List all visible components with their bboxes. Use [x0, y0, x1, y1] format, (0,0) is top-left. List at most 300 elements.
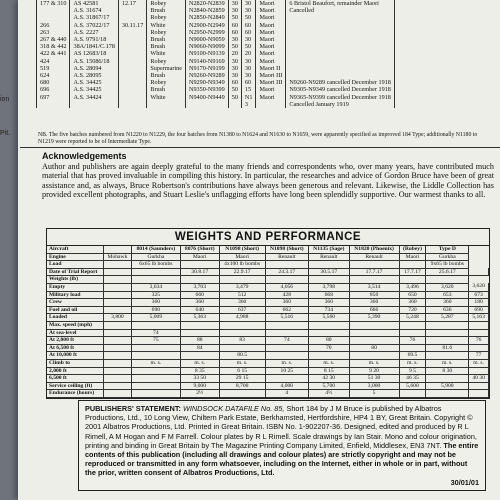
- table-cell: 30.8.17: [180, 268, 219, 276]
- table-cell: 673: [469, 291, 489, 299]
- table-row: [37, 65, 395, 72]
- table-row: [47, 253, 489, 261]
- table-cell: [265, 375, 308, 383]
- table-cell: [118, 50, 146, 57]
- table-cell: 4: [265, 390, 308, 398]
- table-cell: [118, 36, 146, 43]
- acknowledgements-heading: Acknowledgements: [42, 151, 127, 161]
- table-cell: At 2,000 ft: [47, 337, 104, 345]
- table-cell: A.S. 34425: [70, 86, 118, 93]
- table-cell: 325: [131, 291, 180, 299]
- table-cell: 4,988: [219, 314, 265, 322]
- table-cell: Cancelled: [286, 7, 395, 14]
- table-cell: 3,703: [180, 283, 219, 291]
- table-cell: [147, 101, 186, 108]
- table-cell: [469, 329, 489, 337]
- table-cell: [265, 276, 308, 284]
- table-cell: m. s.: [180, 359, 219, 367]
- table-cell: 80: [309, 337, 350, 345]
- table-cell: 637: [219, 306, 265, 314]
- table-cell: [104, 291, 132, 299]
- table-cell: 22.9.17: [219, 268, 265, 276]
- table-cell: 3,798: [309, 283, 350, 291]
- table-cell: Maori: [256, 50, 286, 57]
- table-cell: 80: [349, 344, 399, 352]
- table-cell: [265, 329, 308, 337]
- table-cell: Maori: [219, 253, 265, 261]
- table-cell: [118, 14, 146, 21]
- table-cell: N9400-N9449: [185, 94, 228, 101]
- table-cell: Maori: [256, 94, 286, 101]
- table-cell: [118, 58, 146, 65]
- table-cell: [349, 261, 399, 269]
- table-cell: White: [147, 22, 186, 29]
- table-cell: Brush: [147, 7, 186, 14]
- table-cell: [426, 375, 469, 383]
- table-cell: [104, 352, 132, 360]
- table-cell: Brush: [147, 86, 186, 93]
- table-cell: [131, 321, 180, 329]
- table-cell: [286, 65, 395, 72]
- table-cell: m. s.: [349, 359, 399, 367]
- table-row: [37, 58, 395, 65]
- table-cell: 6,500 ft: [47, 375, 104, 383]
- table-cell: 653: [426, 291, 469, 299]
- table-cell: 30: [241, 58, 256, 65]
- table-row: [47, 314, 489, 322]
- table-cell: White: [147, 94, 186, 101]
- table-cell: Maori: [256, 36, 286, 43]
- table-cell: [104, 306, 132, 314]
- table-cell: Maori: [256, 7, 286, 14]
- table-cell: 50: [228, 43, 241, 50]
- table-cell: N1820 (Phoenix): [349, 246, 399, 253]
- table-cell: [180, 261, 219, 269]
- table-cell: 29 15: [219, 375, 265, 383]
- table-cell: 30.11.17: [118, 22, 146, 29]
- table-cell: [265, 344, 308, 352]
- table-cell: [399, 390, 426, 398]
- table-cell: [469, 390, 489, 398]
- table-cell: 180: [469, 299, 489, 307]
- table-cell: Brush: [147, 36, 186, 43]
- table-cell: [104, 367, 132, 375]
- table-cell: 850: [349, 291, 399, 299]
- table-cell: 422 & 441: [37, 50, 70, 57]
- copyright-notice: The entire contents of this publication (including all drawings and colour plates) are strictly copyright and may not be reproduced or transmitted in any form whatsoever, including on the Internet, either in whole or in part, without the prior, written consent of Albatros Productions, Ltd.: [85, 440, 479, 478]
- table-row: [47, 382, 489, 390]
- table-cell: 50: [228, 14, 241, 21]
- table-cell: Empty: [47, 283, 104, 291]
- table-cell: 74: [265, 337, 308, 345]
- table-cell: Maori II: [256, 65, 286, 72]
- table-cell: 6x65 lb bombs: [131, 261, 180, 269]
- table-cell: 30: [241, 0, 256, 7]
- table-cell: A.S. 28094: [70, 65, 118, 72]
- table-cell: [131, 367, 180, 375]
- table-cell: 512: [219, 291, 265, 299]
- table-cell: 8076 (Short): [180, 246, 219, 253]
- table-cell: (Robey): [399, 246, 426, 253]
- table-cell: [286, 58, 395, 65]
- left-page-edge: [0, 0, 18, 500]
- table-cell: [426, 321, 469, 329]
- table-cell: m. s.: [309, 359, 350, 367]
- table-cell: 12.17: [118, 0, 146, 7]
- table-cell: [131, 352, 180, 360]
- table-cell: 636: [426, 306, 469, 314]
- table-cell: 60: [228, 22, 241, 29]
- table-cell: 9 5: [399, 367, 426, 375]
- table-cell: 81.6: [426, 344, 469, 352]
- table-cell: Maori: [180, 253, 219, 261]
- table-cell: [118, 43, 146, 50]
- table-cell: 60: [241, 22, 256, 29]
- table-cell: 519: [37, 65, 70, 72]
- table-row: [47, 261, 489, 269]
- table-cell: At 6,500 ft: [47, 344, 104, 352]
- table-cell: [185, 101, 228, 108]
- table-cell: [309, 352, 350, 360]
- table-cell: m. s.: [469, 359, 489, 367]
- table-cell: 3,496: [399, 283, 426, 291]
- table-cell: A.S. 31867/17: [70, 14, 118, 21]
- table-cell: 30: [241, 65, 256, 72]
- table-cell: 360: [426, 299, 469, 307]
- table-cell: [104, 375, 132, 383]
- table-cell: 50: [228, 86, 241, 93]
- table-cell: [104, 268, 132, 276]
- table-cell: 30.5.17: [309, 268, 350, 276]
- table-cell: [469, 268, 489, 276]
- table-cell: [131, 390, 180, 398]
- weights-performance-title: WEIGHTS AND PERFORMANCE: [47, 229, 489, 246]
- table-cell: N9170-N9199: [185, 65, 228, 72]
- table-cell: 690: [469, 306, 489, 314]
- table-cell: [219, 344, 265, 352]
- table-cell: [469, 382, 489, 390]
- table-cell: 8,700: [219, 382, 265, 390]
- table-cell: [104, 246, 132, 253]
- table-row: [37, 22, 395, 29]
- table-cell: 3,000: [349, 382, 399, 390]
- table-cell: 15: [241, 86, 256, 93]
- table-cell: 5,600: [399, 382, 426, 390]
- table-cell: Max. speed (mph): [47, 321, 104, 329]
- table-cell: 668: [309, 291, 350, 299]
- edge-text-fragment: ion: [0, 96, 10, 103]
- table-cell: [104, 299, 132, 307]
- table-cell: [286, 72, 395, 79]
- table-cell: 6 15: [219, 367, 265, 375]
- document-page: [18, 0, 500, 500]
- table-cell: [286, 43, 395, 50]
- table-row: [47, 344, 489, 352]
- table-cell: Gurkha: [426, 253, 469, 261]
- table-cell: 5,363: [180, 314, 219, 322]
- table-cell: [219, 390, 265, 398]
- table-cell: [469, 367, 489, 375]
- table-cell: Maori: [256, 86, 286, 93]
- table-row: [37, 36, 395, 43]
- table-cell: Military load: [47, 291, 104, 299]
- table-cell: 30: [228, 7, 241, 14]
- table-cell: 4½: [309, 390, 350, 398]
- table-cell: 74: [131, 329, 180, 337]
- table-cell: Brush: [147, 43, 186, 50]
- table-cell: 640: [180, 306, 219, 314]
- table-cell: Aircraft: [47, 246, 104, 253]
- table-cell: 10 25: [265, 367, 308, 375]
- table-cell: Type D: [426, 246, 469, 253]
- table-cell: 5,700: [309, 382, 350, 390]
- table-cell: [118, 72, 146, 79]
- table-row: [47, 321, 489, 329]
- table-cell: 3,479: [219, 283, 265, 291]
- table-cell: [104, 359, 132, 367]
- table-cell: 360: [219, 299, 265, 307]
- table-row: [47, 329, 489, 337]
- table-row: [47, 359, 489, 367]
- table-cell: [180, 276, 219, 284]
- table-cell: Weights (lb): [47, 276, 104, 284]
- table-cell: 318 & 442: [37, 43, 70, 50]
- table-cell: [37, 7, 70, 14]
- table-cell: 424: [37, 58, 70, 65]
- table-cell: 428: [265, 291, 308, 299]
- table-cell: N9060-N9099: [185, 43, 228, 50]
- table-cell: [104, 276, 132, 284]
- table-cell: [118, 94, 146, 101]
- table-cell: Robey: [147, 14, 186, 21]
- table-row: [47, 390, 489, 398]
- table-cell: 8 35: [180, 367, 219, 375]
- edge-text-fragment: Pit.: [0, 130, 11, 137]
- table-cell: 3,620: [469, 283, 489, 291]
- table-cell: [219, 329, 265, 337]
- table-cell: 25.6.17: [426, 268, 469, 276]
- table-row: [37, 43, 395, 50]
- table-row: [47, 367, 489, 375]
- table-cell: 177 & 310: [37, 0, 70, 7]
- table-cell: [309, 321, 350, 329]
- table-cell: [265, 352, 308, 360]
- table-cell: 734: [309, 306, 350, 314]
- table-cell: 360: [349, 299, 399, 307]
- section-rule: [20, 147, 500, 148]
- acknowledgements-body: Author and publishers are again deeply grateful to the many friends and correspondents who, over many years, have contributed much material that has proved invaluable in compiling this history. In particular, the researches and advice of Gordon Bruce have been of great assistance and, as always, Bruce Robertson's contributions have always been generous and relevant. Likewise, the Liddle Collection has provided excellent photographs, and Stuart Leslie's unflagging efforts have long been splendidly supportive. Our warmest thanks to all.: [42, 162, 494, 200]
- table-cell: Robey: [147, 0, 186, 7]
- table-cell: [286, 14, 395, 21]
- table-cell: 50: [241, 43, 256, 50]
- table-cell: 8 30: [426, 367, 469, 375]
- table-cell: 50: [241, 14, 256, 21]
- table-cell: [399, 321, 426, 329]
- table-cell: 266: [37, 22, 70, 29]
- table-cell: [118, 79, 146, 86]
- table-cell: Mohawk: [104, 253, 132, 261]
- table-cell: 6 Bristol Beaufort, remainder Maori: [286, 0, 395, 7]
- table-cell: A.S. 34425: [70, 79, 118, 86]
- table-cell: m. s.: [426, 359, 469, 367]
- table-cell: 8014 (Saunders): [131, 246, 180, 253]
- table-cell: N1135 (Sage): [309, 246, 350, 253]
- table-cell: Maori: [256, 22, 286, 29]
- table-cell: 5: [349, 390, 399, 398]
- table-cell: [104, 337, 132, 345]
- table-cell: 30: [228, 36, 241, 43]
- table-cell: 17.7.17: [399, 268, 426, 276]
- table-cell: Climb to: [47, 359, 104, 367]
- table-cell: 8 15: [309, 367, 350, 375]
- table-cell: Maori: [256, 58, 286, 65]
- table-row: [47, 337, 489, 345]
- table-cell: N2820-N2839: [185, 0, 228, 7]
- table-cell: N9350-N9399: [185, 86, 228, 93]
- table-cell: 3: [241, 101, 256, 108]
- table-cell: [399, 329, 426, 337]
- table-cell: 5,163: [469, 314, 489, 322]
- table-cell: At sea-level: [47, 329, 104, 337]
- table-cell: 20: [228, 50, 241, 57]
- table-cell: m. s.: [399, 359, 426, 367]
- table-cell: [349, 337, 399, 345]
- table-cell: Fuel and oil: [47, 306, 104, 314]
- table-cell: [180, 329, 219, 337]
- table-cell: 696: [37, 86, 70, 93]
- table-cell: 3,620: [426, 283, 469, 291]
- table-cell: 4,056: [265, 283, 308, 291]
- table-cell: A.S. 37022/17: [70, 22, 118, 29]
- table-cell: 50: [228, 94, 241, 101]
- table-cell: [131, 375, 180, 383]
- table-cell: 46 35: [399, 375, 426, 383]
- table-cell: 17.7.17: [349, 268, 399, 276]
- table-cell: [118, 65, 146, 72]
- table-cell: 60: [241, 29, 256, 36]
- table-row: [37, 0, 395, 7]
- table-cell: [349, 329, 399, 337]
- table-cell: Endurance (hours): [47, 390, 104, 398]
- table-cell: 3,634: [131, 283, 180, 291]
- table-row: [47, 291, 489, 299]
- table-cell: [286, 22, 395, 29]
- table-cell: 30: [241, 36, 256, 43]
- table-cell: 5,248: [399, 314, 426, 322]
- table-cell: 5,009: [131, 314, 180, 322]
- table-cell: 30: [228, 58, 241, 65]
- table-row: [37, 29, 395, 36]
- table-cell: AS 42581: [70, 0, 118, 7]
- table-cell: [426, 329, 469, 337]
- table-cell: [286, 36, 395, 43]
- table-cell: [399, 344, 426, 352]
- table-cell: 30: [241, 72, 256, 79]
- table-cell: [180, 321, 219, 329]
- table-cell: [265, 321, 308, 329]
- table-cell: Crew: [47, 299, 104, 307]
- table-cell: [219, 321, 265, 329]
- table-cell: [131, 344, 180, 352]
- table-cell: 40 30: [469, 375, 489, 383]
- table-cell: 5,287: [426, 314, 469, 322]
- table-cell: Robey: [147, 79, 186, 86]
- table-cell: N9140-N9169: [185, 58, 228, 65]
- table-cell: N9100-N9139: [185, 50, 228, 57]
- table-cell: 650: [399, 291, 426, 299]
- table-cell: 5,516: [265, 314, 308, 322]
- table-row: [37, 72, 395, 79]
- statement-date: 30/01/01: [450, 477, 479, 487]
- table-row: [37, 14, 395, 21]
- table-cell: 84: [180, 344, 219, 352]
- table-cell: 38A/1841/C.178: [70, 43, 118, 50]
- table-cell: [426, 337, 469, 345]
- table-cell: 720: [399, 306, 426, 314]
- table-cell: [131, 276, 180, 284]
- table-cell: N2850-N2849: [185, 14, 228, 21]
- table-cell: 2½: [180, 390, 219, 398]
- table-cell: At 10,000 ft: [47, 352, 104, 360]
- table-cell: 60: [228, 79, 241, 86]
- table-cell: [131, 268, 180, 276]
- table-cell: Brush: [147, 72, 186, 79]
- table-cell: 9,000: [180, 382, 219, 390]
- table-cell: A.S. 15086/18: [70, 58, 118, 65]
- table-cell: [286, 50, 395, 57]
- weights-performance-panel: [46, 228, 490, 399]
- weights-performance-table: [47, 246, 489, 398]
- table-cell: [469, 344, 489, 352]
- table-cell: m. s.: [219, 359, 265, 367]
- table-cell: 267 & 440: [37, 36, 70, 43]
- table-cell: 360: [131, 299, 180, 307]
- production-footnote: NB. The five batches numbered from N1220 to N1229, the four batches from N1380 to N1624 and N1630 to N1659, were apparently specified as improved 184 Type; additionally N1180 to N1219 were reported to be of Intermediate Type.: [38, 132, 478, 145]
- table-cell: 9 20: [349, 367, 399, 375]
- table-row: [37, 86, 395, 93]
- table-cell: Load: [47, 261, 104, 269]
- table-row: [47, 299, 489, 307]
- table-cell: [118, 101, 146, 108]
- table-cell: [104, 390, 132, 398]
- table-cell: A.S. 2227: [70, 29, 118, 36]
- table-cell: N9365-N9399 cancelled December 1918: [286, 94, 395, 101]
- table-cell: Robey: [147, 58, 186, 65]
- publication-title: WINDSOCK DATAFILE No. 85,: [182, 404, 285, 413]
- table-row: [47, 375, 489, 383]
- table-cell: [426, 352, 469, 360]
- table-cell: 69.5: [399, 352, 426, 360]
- table-cell: 42 30: [309, 375, 350, 383]
- table-cell: [309, 261, 350, 269]
- table-cell: [118, 86, 146, 93]
- table-cell: 624: [37, 72, 70, 79]
- table-cell: Date of Trial Report: [47, 268, 104, 276]
- table-cell: [349, 321, 399, 329]
- table-cell: [399, 276, 426, 284]
- table-cell: 60: [241, 79, 256, 86]
- table-cell: [399, 261, 426, 269]
- table-cell: m. s.: [265, 359, 308, 367]
- table-cell: 83: [219, 337, 265, 345]
- table-cell: Maori: [256, 29, 286, 36]
- table-cell: [426, 276, 469, 284]
- table-cell: 690: [131, 306, 180, 314]
- table-cell: A.S. 31674: [70, 7, 118, 14]
- table-cell: 3,514: [349, 283, 399, 291]
- table-cell: 360: [180, 299, 219, 307]
- table-cell: N9000-N9059: [185, 36, 228, 43]
